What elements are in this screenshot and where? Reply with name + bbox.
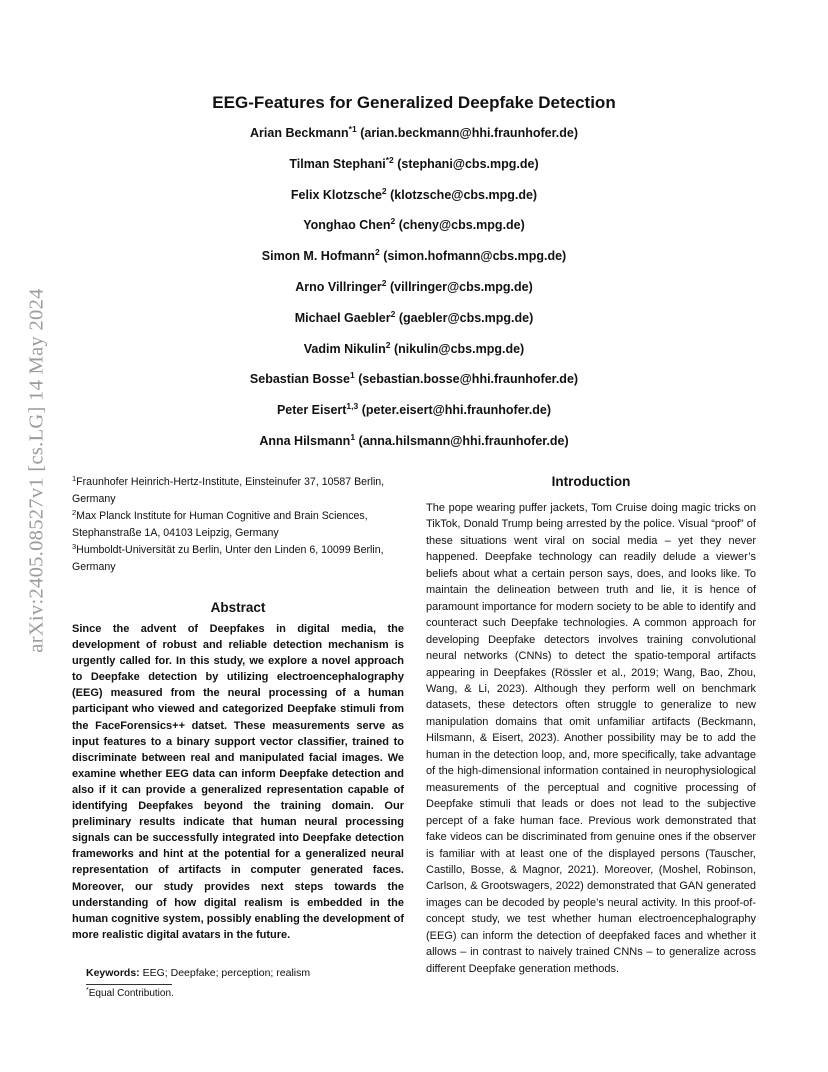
affiliation-list xyxy=(72,474,404,576)
author-affiliation-marker: 2 xyxy=(390,216,396,227)
author-affiliation-marker: 2 xyxy=(374,247,380,258)
author-name: Yonghao Chen xyxy=(303,218,391,233)
keywords-text: EEG; Deepfake; perception; realism xyxy=(142,967,311,979)
author-affiliation-marker: *2 xyxy=(385,154,394,165)
abstract-heading: Abstract xyxy=(210,600,266,615)
author-affiliation-marker: 1 xyxy=(350,431,356,442)
author-line xyxy=(0,339,828,370)
keywords-label: Keywords: xyxy=(86,967,140,979)
author-email: (villringer@cbs.mpg.de) xyxy=(390,279,533,294)
author-email: (sebastian.bosse@hhi.fraunhofer.de) xyxy=(358,372,579,387)
affiliation-text: Fraunhofer Heinrich-Hertz-Institute, Einsteinufer 37, 10587 Berlin, Germany xyxy=(72,476,385,505)
author-name: Anna Hilsmann xyxy=(259,433,351,448)
author-name: Vadim Nikulin xyxy=(303,341,386,356)
author-name: Tilman Stephani xyxy=(289,156,386,171)
author-line xyxy=(0,431,828,462)
author-email: (peter.eisert@hhi.fraunhofer.de) xyxy=(361,403,552,418)
author-list xyxy=(0,123,828,462)
author-email: (gaebler@cbs.mpg.de) xyxy=(398,310,534,325)
footnote-text: Equal Contribution. xyxy=(88,988,174,999)
affiliation-marker: 3 xyxy=(72,542,77,551)
author-email: (stephani@cbs.mpg.de) xyxy=(397,156,539,171)
affiliation-text: Humboldt-Universität zu Berlin, Unter den Linden 6, 10099 Berlin, Germany xyxy=(72,544,384,573)
author-email: (simon.hofmann@cbs.mpg.de) xyxy=(383,249,567,264)
author-name: Arno Villringer xyxy=(295,279,382,294)
introduction-heading: Introduction xyxy=(551,474,631,489)
author-name: Simon M. Hofmann xyxy=(261,249,375,264)
author-affiliation-marker: 1 xyxy=(349,370,355,381)
author-line xyxy=(0,246,828,277)
author-name: Peter Eisert xyxy=(276,403,347,418)
affiliation-marker: 1 xyxy=(72,474,77,483)
author-email: (arian.beckmann@hhi.fraunhofer.de) xyxy=(360,126,578,140)
author-affiliation-marker: *1 xyxy=(348,124,357,134)
author-line xyxy=(0,277,828,308)
author-affiliation-marker: 2 xyxy=(381,277,387,288)
author-email: (klotzsche@cbs.mpg.de) xyxy=(390,187,538,202)
footnote-rule xyxy=(86,984,172,985)
author-line xyxy=(0,123,828,154)
author-line xyxy=(0,400,828,431)
author-affiliation-marker: 1,3 xyxy=(346,401,359,412)
author-email: (cheny@cbs.mpg.de) xyxy=(398,218,525,233)
keywords xyxy=(86,966,406,981)
affiliation-text: Max Planck Institute for Human Cognitive and Brain Sciences, Stephanstraße 1A, 04103 Leipzig, Germany xyxy=(72,510,368,539)
author-line xyxy=(0,369,828,400)
footnote-marker: * xyxy=(86,987,89,994)
paper-title: EEG-Features for Generalized Deepfake Detection xyxy=(212,93,616,112)
author-line xyxy=(0,215,828,246)
author-affiliation-marker: 2 xyxy=(390,308,396,319)
author-affiliation-marker: 2 xyxy=(385,339,391,350)
affiliation-item xyxy=(72,542,404,576)
author-email: (anna.hilsmann@hhi.fraunhofer.de) xyxy=(358,433,569,448)
abstract-text: Since the advent of Deepfakes in digital media, the development of robust and reliable detection mechanism is urgently called for. In this study, we explore a novel approach to Deepfake detection by utilizing electroencephalography (EEG) measured from the neural processing of a human participant who viewed and categorized Deepfake stimuli from the FaceForensics++ datset. These measurements serve as input features to a binary support vector classifier, trained to discriminate between real and manipulated facial images. We examine whether EEG data can inform Deepfake detection and also if it can provide a generalized representation capable of identifying Deepfakes beyond the training domain. Our preliminary results indicate that human neural processing signals can be successfully integrated into Deepfake detection frameworks and hint at the potential for a generalized neural representation of artifacts in computer generated faces. Moreover, our study provides next steps towards the understanding of how digital realism is embedded in the human cognitive system, possibly enabling the development of more realistic digital avatars in the future. xyxy=(72,623,404,941)
introduction-text: The pope wearing puffer jackets, Tom Cruise doing magic tricks on TikTok, Donald Trump being arrested by the police. Visual “proof” of these situations went viral on social media – yet they never happened. Deepfake technology can readily delude a viewer’s beliefs about what a certain person says, does, and looks like. To maintain the delineation between truth and lie, it is hence of paramount importance for modern society to be able to identify and counteract such Deepfake technologies. A common approach for developing Deepfake detectors involves training convolutional neural networks (CNNs) to detect the spatio-temporal artifacts appearing in Deepfakes (Rössler et al., 2019; Wang, Bao, Zhou, Wang, & Li, 2023). Although they perform well on benchmark datasets, these detectors often struggle to generalize to new manipulation domains that omit unfamiliar artifacts (Beckmann, Hilsmann, & Eisert, 2023). Another possibility may be to add the human in the detection loop, and, more specifically, take advantage of the high-dimensional information contained in neurophysiological measurements of the perceptual and cognitive processing of Deepfake stimuli that leads or does not lead to the subjective percept of a fake human face. Previous work demonstrated that fake videos can be discriminated from genuine ones if the observer is familiar with at least one of the displayed persons (Tauscher, Castillo, Bosse, & Magnor, 2021). Moreover, (Moshel, Robinson, Carlson, & Grootswagers, 2022) demonstrated that GAN generated images can be decoded by people’s neural activity. In this proof-of-concept study, we test whether human electroencephalography (EEG) can inform the detection of deepfaked faces and whether it allows – in contrast to naively trained CNNs – to generalize across different Deepfake generation methods. xyxy=(426,502,756,975)
author-email: (nikulin@cbs.mpg.de) xyxy=(393,341,525,356)
author-line xyxy=(0,185,828,216)
author-name: Arian Beckmann xyxy=(250,126,349,140)
affiliation-item xyxy=(72,474,404,508)
author-line xyxy=(0,154,828,185)
author-affiliation-marker: 2 xyxy=(381,185,387,196)
affiliation-item xyxy=(72,508,404,542)
affiliation-marker: 2 xyxy=(72,508,77,517)
author-name: Sebastian Bosse xyxy=(249,372,350,387)
author-name: Felix Klotzsche xyxy=(290,187,382,202)
arxiv-identifier-text: arXiv:2405.08527v1 [cs.LG] 14 May 2024 xyxy=(25,287,48,653)
author-name: Michael Gaebler xyxy=(294,310,391,325)
author-line xyxy=(0,308,828,339)
footnote xyxy=(86,987,386,1001)
